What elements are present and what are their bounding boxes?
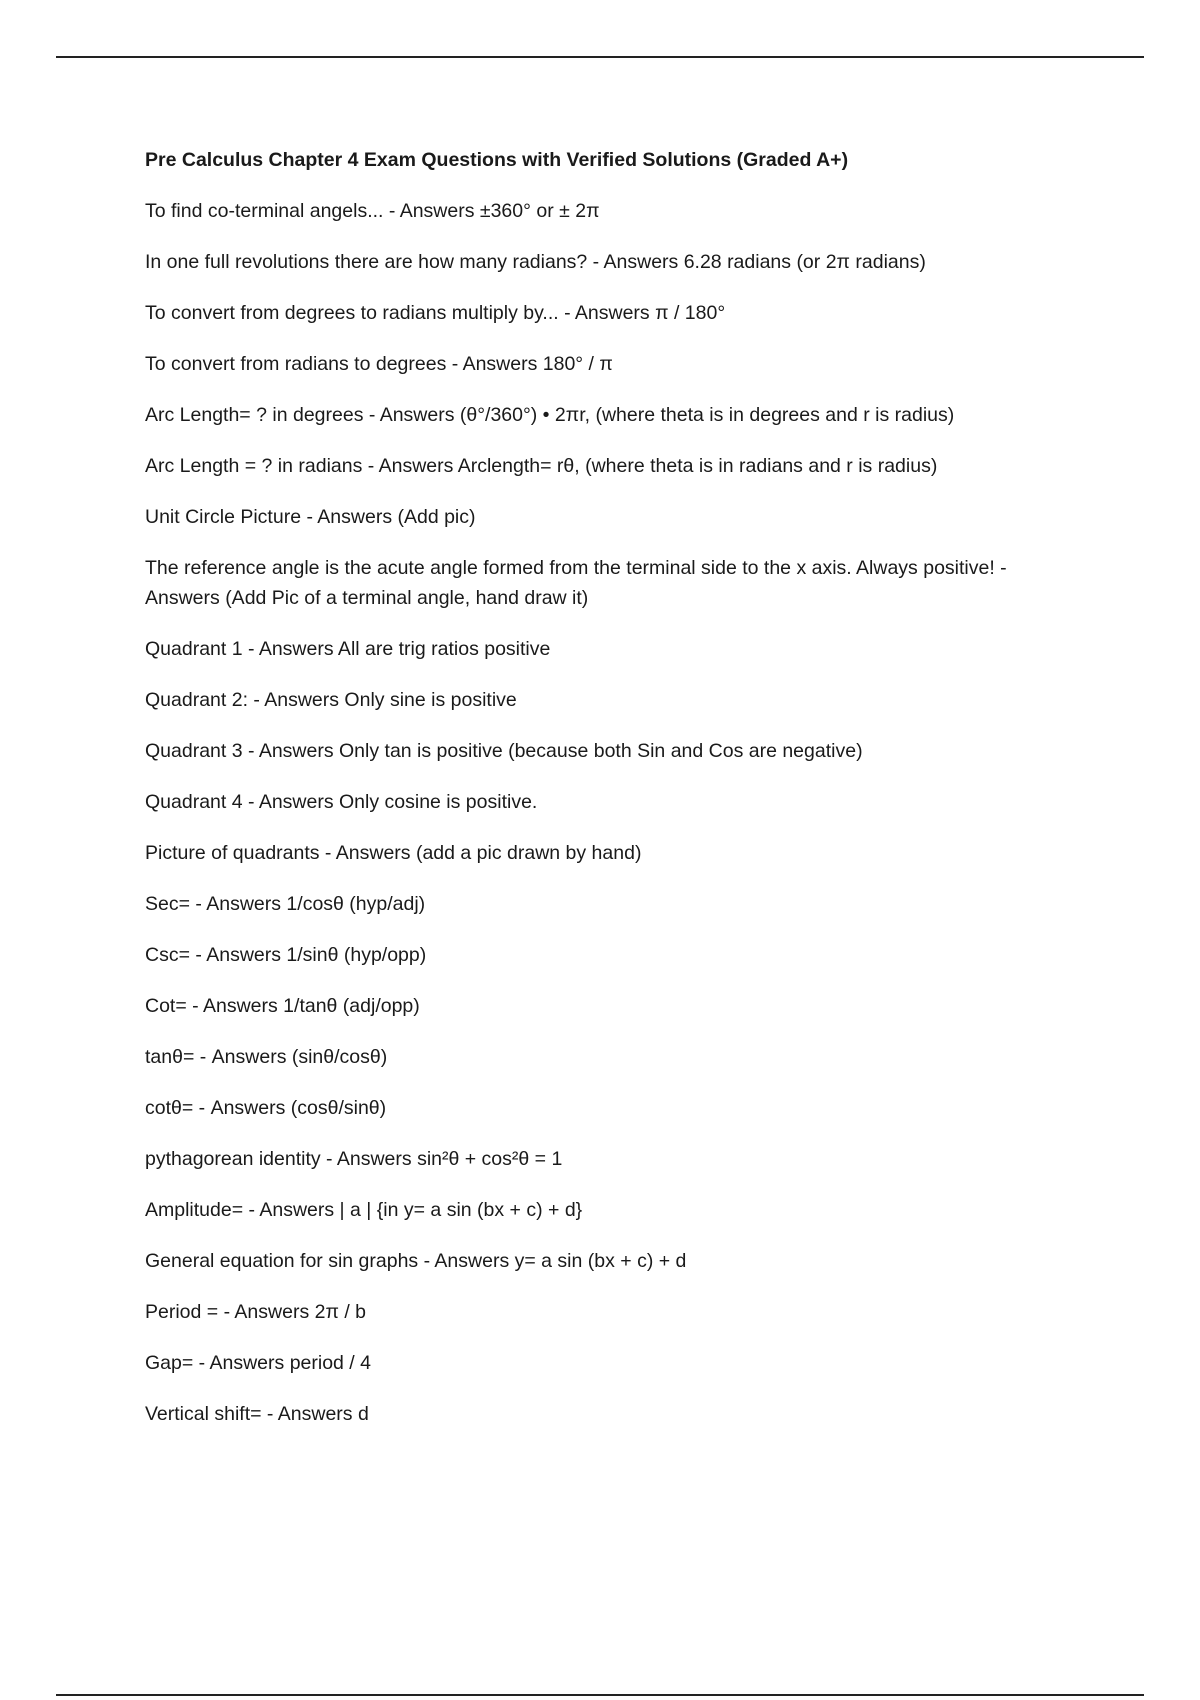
qa-item: Arc Length= ? in degrees - Answers (θ°/360°) • 2πr, (where theta is in degrees and r is radius) (145, 404, 955, 426)
qa-item: Cot= - Answers 1/tanθ (adj/opp) (145, 995, 420, 1017)
qa-item: Quadrant 1 - Answers All are trig ratios positive (145, 638, 551, 660)
qa-item: Quadrant 2: - Answers Only sine is positive (145, 689, 517, 711)
document-title: Pre Calculus Chapter 4 Exam Questions with Verified Solutions (Graded A+) (145, 149, 849, 171)
qa-item: Gap= - Answers period / 4 (145, 1352, 371, 1374)
qa-item: To find co-terminal angels... - Answers ±360° or ± 2π (145, 200, 600, 222)
qa-item: cotθ= - Answers (cosθ/sinθ) (145, 1097, 387, 1119)
qa-item: Sec= - Answers 1/cosθ (hyp/adj) (145, 893, 426, 915)
qa-item: Csc= - Answers 1/sinθ (hyp/opp) (145, 944, 427, 966)
qa-item: General equation for sin graphs - Answers y= a sin (bx + c) + d (145, 1250, 687, 1272)
qa-item: Picture of quadrants - Answers (add a pic drawn by hand) (145, 842, 642, 864)
bottom-rule (56, 1694, 1144, 1696)
qa-item: Amplitude= - Answers | a | {in y= a sin (bx + c) + d} (145, 1199, 583, 1221)
qa-item: In one full revolutions there are how many radians? - Answers 6.28 radians (or 2π radians) (145, 251, 926, 273)
qa-item: To convert from radians to degrees - Answers 180° / π (145, 353, 613, 375)
qa-item: Unit Circle Picture - Answers (Add pic) (145, 506, 476, 528)
qa-item: tanθ= - Answers (sinθ/cosθ) (145, 1046, 388, 1068)
qa-list (145, 196, 1065, 1429)
qa-item: Quadrant 4 - Answers Only cosine is positive. (145, 791, 538, 813)
qa-item: Vertical shift= - Answers d (145, 1403, 369, 1425)
qa-item: The reference angle is the acute angle formed from the terminal side to the x axis. Always positive! - Answers (Add Pic of a terminal angle, hand draw it) (145, 557, 1007, 609)
top-rule (56, 56, 1144, 58)
document-body (145, 145, 1065, 1450)
qa-item: To convert from degrees to radians multiply by... - Answers π / 180° (145, 302, 726, 324)
qa-item: Quadrant 3 - Answers Only tan is positive (because both Sin and Cos are negative) (145, 740, 863, 762)
qa-item: pythagorean identity - Answers sin²θ + cos²θ = 1 (145, 1148, 563, 1170)
qa-item: Period = - Answers 2π / b (145, 1301, 367, 1323)
qa-item: Arc Length = ? in radians - Answers Arclength= rθ, (where theta is in radians and r is radius) (145, 455, 938, 477)
